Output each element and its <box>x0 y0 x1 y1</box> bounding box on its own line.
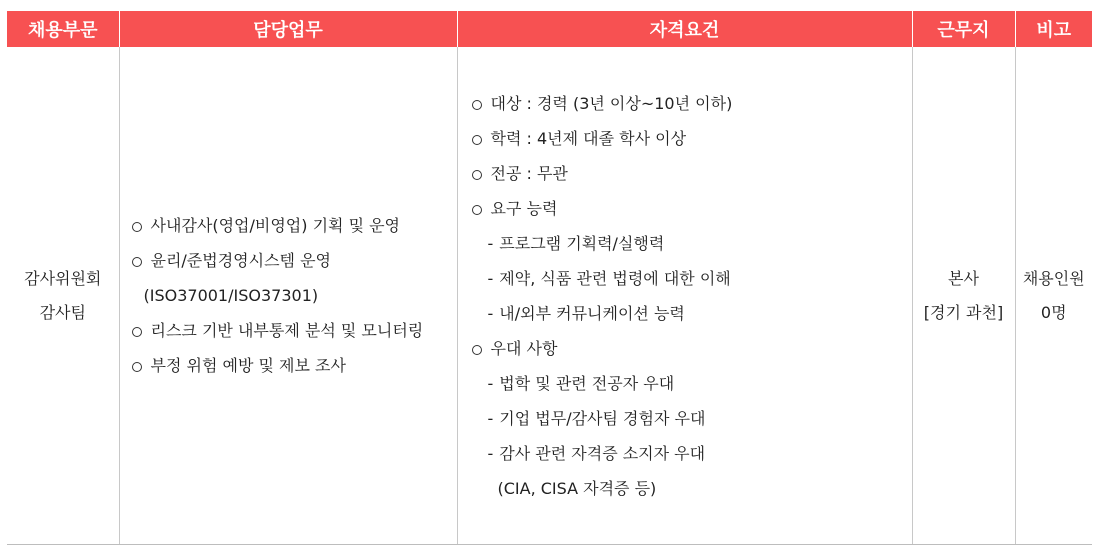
duty-text: 리스크 기반 내부통제 분석 및 모니터링 <box>150 321 424 340</box>
duty-text: (ISO37001/ISO37301) <box>143 286 319 305</box>
location-cell <box>912 47 1015 545</box>
qualification-item <box>472 191 912 226</box>
duty-item <box>132 243 457 278</box>
qualification-text: 법학 및 관련 전공자 우대 <box>499 373 675 393</box>
header-location: 근무지 <box>912 11 1015 47</box>
table-row <box>7 47 1092 545</box>
qualification-text: (CIA, CISA 자격증 등) <box>497 478 657 498</box>
remarks-cell <box>1015 47 1092 545</box>
qualification-subitem <box>472 366 912 401</box>
qualification-text: 요구 능력 <box>490 198 558 218</box>
location-line: 본사 <box>948 268 979 288</box>
qualification-text: 대상 : 경력 (3년 이상~10년 이하) <box>490 93 733 113</box>
circle-bullet-icon <box>472 205 482 215</box>
header-remarks: 비고 <box>1015 11 1092 47</box>
dash-marker: - <box>487 268 494 288</box>
qualification-item <box>472 86 912 121</box>
header-qualifications: 자격요건 <box>457 11 912 47</box>
header-duties: 담당업무 <box>119 11 457 47</box>
qualification-item <box>472 121 912 156</box>
circle-bullet-icon <box>472 170 482 180</box>
qualification-subitem <box>472 261 912 296</box>
circle-bullet-icon <box>472 345 482 355</box>
qualification-subitem <box>472 226 912 261</box>
header-department: 채용부문 <box>7 11 119 47</box>
circle-bullet-icon <box>132 257 142 267</box>
location-line: [경기 과천] <box>923 302 1004 322</box>
table-header-row <box>7 11 1092 47</box>
circle-bullet-icon <box>472 135 482 145</box>
recruitment-table <box>7 11 1092 545</box>
qualification-text: 감사 관련 자격증 소지자 우대 <box>499 443 706 463</box>
qualification-text: 학력 : 4년제 대졸 학사 이상 <box>490 128 687 148</box>
qualification-text: 프로그램 기획력/실행력 <box>499 233 665 253</box>
duty-text: 사내감사(영업/비영업) 기획 및 운영 <box>150 216 401 235</box>
dash-marker: - <box>487 373 494 393</box>
duty-item <box>132 313 457 348</box>
circle-bullet-icon <box>132 222 142 232</box>
qualification-text: 내/외부 커뮤니케이션 능력 <box>499 303 685 323</box>
duty-item <box>132 208 457 243</box>
qualification-subitem <box>472 436 912 471</box>
duties-list <box>120 208 457 383</box>
circle-bullet-icon <box>132 362 142 372</box>
qualification-subitem-continuation <box>472 471 912 506</box>
qualification-text: 우대 사항 <box>490 338 558 358</box>
remarks-line: 채용인원 <box>1022 268 1085 288</box>
duty-text: 부정 위험 예방 및 제보 조사 <box>150 356 346 375</box>
duty-text: 윤리/준법경영시스템 운영 <box>150 251 331 270</box>
duties-cell <box>119 47 457 545</box>
qualification-text: 제약, 식품 관련 법령에 대한 이해 <box>499 268 731 288</box>
duty-item <box>132 348 457 383</box>
qualification-item <box>472 156 912 191</box>
dash-marker: - <box>487 408 494 428</box>
duty-item-continuation <box>132 278 457 313</box>
circle-bullet-icon <box>132 327 142 337</box>
dash-marker: - <box>487 233 494 253</box>
qualification-subitem <box>472 296 912 331</box>
qualifications-list <box>458 86 912 506</box>
department-line: 감사팀 <box>39 302 86 322</box>
circle-bullet-icon <box>472 100 482 110</box>
qualification-text: 기업 법무/감사팀 경험자 우대 <box>499 408 706 428</box>
remarks-line: 0명 <box>1040 302 1067 322</box>
department-cell <box>7 47 119 545</box>
qualification-item <box>472 331 912 366</box>
qualification-text: 전공 : 무관 <box>490 163 568 183</box>
dash-marker: - <box>487 443 494 463</box>
department-line: 감사위원회 <box>24 268 102 288</box>
dash-marker: - <box>487 303 494 323</box>
qualifications-cell <box>457 47 912 545</box>
qualification-subitem <box>472 401 912 436</box>
